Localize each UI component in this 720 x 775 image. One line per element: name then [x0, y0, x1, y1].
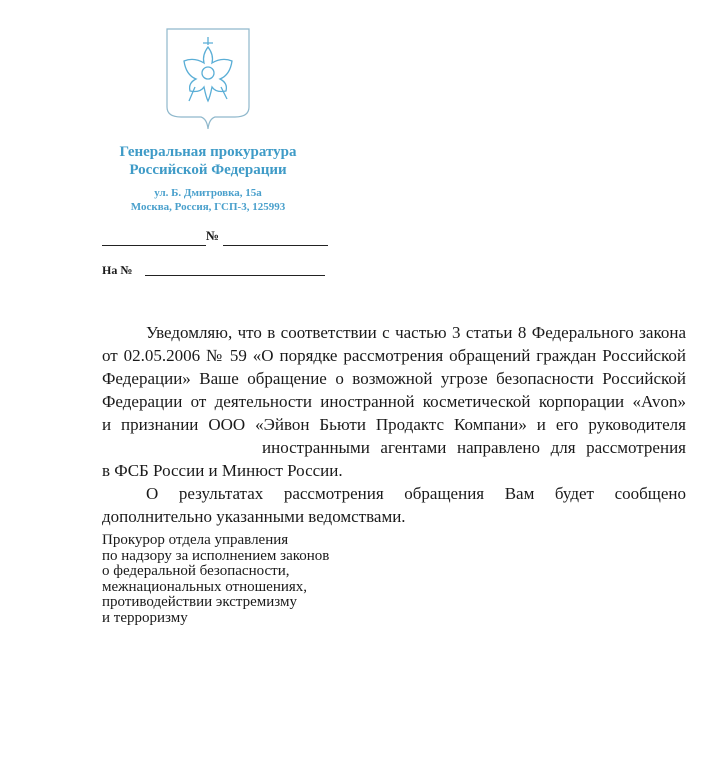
body-line: иностранными агентами направлено для рассмотрения — [262, 438, 686, 457]
org-name-line2: Российской Федерации — [129, 162, 287, 178]
signature-line: по надзору за исполнением законов — [102, 547, 330, 564]
body-line: и признании ООО «Эйвон Бьюти Продактс Компани» и его руководителя — [102, 415, 686, 434]
signature-block — [102, 533, 329, 626]
signature-line: Прокурор отдела управления — [102, 532, 289, 548]
body-line: дополнительно указанными ведомствами. — [102, 507, 406, 526]
date-field-line — [102, 245, 206, 246]
body-line: в ФСБ России и Минюст России. — [102, 461, 343, 480]
number-label: № — [206, 228, 220, 243]
address-line1: ул. Б. Дмитровка, 15а — [154, 187, 262, 199]
body-line: О результатах рассмотрения обращения Вам будет сообщено — [146, 484, 686, 503]
signature-line: и терроризму — [102, 609, 188, 626]
reply-to-field-line — [145, 275, 325, 276]
body-line: Федерации от деятельности иностранной косметической корпорации «Avon» — [102, 392, 686, 411]
body-line: Уведомляю, что в соответствии с частью 3 статьи 8 Федерального закона — [146, 323, 686, 342]
signature-line: о федеральной безопасности, — [102, 563, 290, 579]
body-line: Федерации» Ваше обращение о возможной угрозе безопасности Российской — [102, 369, 686, 388]
org-name-line1: Генеральная прокуратура — [119, 144, 297, 160]
address-line2: Москва, Россия, ГСП-3, 125993 — [130, 201, 286, 213]
signature-line: противодействии экстремизму — [102, 594, 298, 610]
number-field-line — [223, 245, 328, 246]
reply-to-label: На № — [102, 263, 133, 277]
signature-line: межнациональных отношениях, — [102, 578, 308, 595]
body-line: от 02.05.2006 № 59 «О порядке рассмотрения обращений граждан Российской — [102, 346, 686, 365]
coat-of-arms-emblem — [165, 27, 251, 131]
